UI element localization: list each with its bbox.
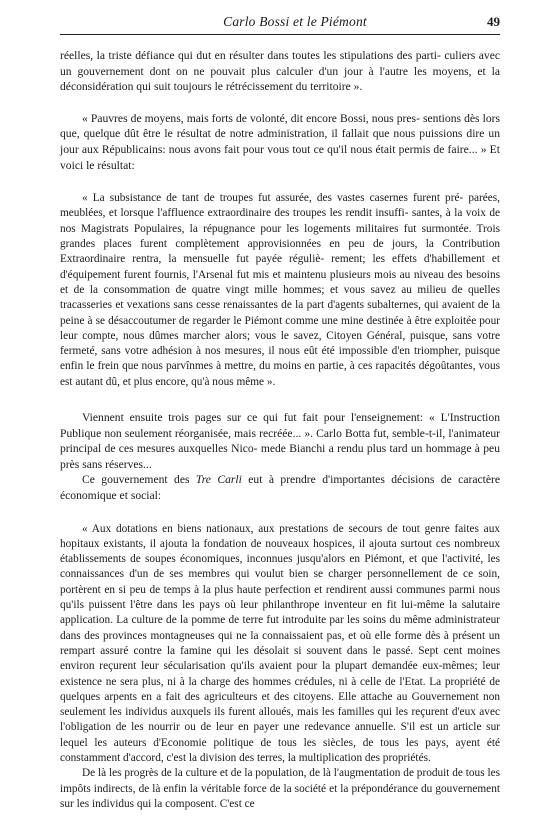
page-header xyxy=(60,14,500,32)
running-title: Carlo Bossi et le Piémont xyxy=(223,14,367,29)
tre-carli-text: Ce gouvernement des Tre Carli eut à prendre d'importantes décisions de caractère économique et social: xyxy=(60,473,500,502)
paragraph-enseignement: Viennent ensuite trois pages sur ce qui fut fait pour l'enseignement: « L'Instruction Publique non seulement réorganisée, mais recréée... ». Carlo Botta fut, semble-t-il, l'animateur principal de ces mesures auxquelles Nico- mede Bianchi a rendu plus tard un hommage à peu près sans réserves... xyxy=(60,411,500,471)
block-quote-subsistance: « La subsistance de tant de troupes fut assurée, des vastes casernes furent pré- parées, meublées, et lorsque l'affluence extraordinaire des troupes les rendit insuffi- santes, à la voix de nos Magistrats Populaires, la répugnance pour les logements militaires fut surmontée. Trois grandes places furent complètement approvisionnées en peu de jours, la Contribution Extraordinaire rentra, la mensuelle fut payée réguliè- rement; les effets d'habillement et d'équipement furent fournis, l'Arsenal fut mis et maintenu plusieurs mois au niveau des besoins et de la consommation de quatre vingt mille hommes; et vous savez au milieu de quelles tracasseries et vexations sans cesse renaissantes de la part d'agents subalternes, qui avaient de la peine à se désaccoutumer de regarder le Piémont comme une mine destinée à être exploitée pour leur compte, nous dûmes marcher alors; vous le savez, Citoyen Général, puisque, sans votre fermeté, sans votre adhésion à nos mesures, il nous eût été impossible d'en triompher, puisque enfin le frein que nous parvînmes à mettre, du moins en partie, à ces rapacités dégoûtantes, vous est autant dû, et plus encore, qu'à nous même ». xyxy=(60,192,500,388)
paragraph-continuation: réelles, la triste défiance qui dut en résulter dans toutes les stipulations des parti- culiers avec un gouvernement dont on ne pouvait plus calculer d'un jour à l'autre les moyens, et la déconsidération qui suit toujours le rétrécissement du territoire ». xyxy=(60,49,500,94)
paragraph-tre-carli xyxy=(60,472,500,503)
paragraph-progres: De là les progrès de la culture et de la population, de là l'augmentation de produit de tous les impôts indirects, de là enfin la véritable force de la société et la prépondérance du gouvernement sur les individus qui la composent. C'est ce xyxy=(60,767,500,810)
page-number: 49 xyxy=(487,14,500,29)
body-text xyxy=(60,48,500,812)
tre-carli-italic: Tre Carli xyxy=(195,473,242,487)
block-quote-dotations: « Aux dotations en biens nationaux, aux prestations de secours de tout genre faites aux hopitaux existants, il ajouta la fondation de nouveaux hospices, il ajouta surtout ces nombreux établissements de soupes économiques, inconnues jusqu'alors en Piémont, et que l'activité, les connaissances d'un de ses membres qui voulut bien se charger personnellement de ce soin, portèrent en si peu de temps à la plus haute perfection et rendirent aussi communes parmi nous qu'ils puissent l'être dans les pays où leur philanthrope inventeur en fit lui-même la salutaire application. La culture de la pomme de terre fut introduite par les soins du même administrateur dans des provinces montagneuses qui ne la connaissaient pas, et où elle forme dès à présent un rempart assuré contre la famine qui les désolait si souvent dans le passé. Sept cent moines environ reçurent leur sécularisation qu'ils avaient pour la plupart demandée eux-mêmes; leur existence ne sera plus, ni à la charge des hommes crédules, ni à celle de l'Etat. La propriété de quelques arpents en a fait des agriculteurs et des citoyens. Elle attache au Gouvernement non seulement les individus auxquels ils furent alloués, mais les familles qui les reçurent d'eux avec l'obligation de les nourrir ou de leur en payer une redevance annuelle. S'il est un article sur lequel les auteurs d'Economie politique de tous les siècles, de tous les pays, ayent été constamment d'accord, c'est la division des terres, la multiplication des propriétés. xyxy=(60,522,500,765)
paragraph-bossi-quote: « Pauvres de moyens, mais forts de volonté, dit encore Bossi, nous pres- sentions dès lors que, quelque dût être le résultat de notre administration, il fallait que nous puissions dire un jour aux Républicains: nous avons fait pour vous tout ce qu'il nous était permis de faire... » Et voici le résultat: xyxy=(60,111,500,172)
header-rule xyxy=(60,34,500,35)
